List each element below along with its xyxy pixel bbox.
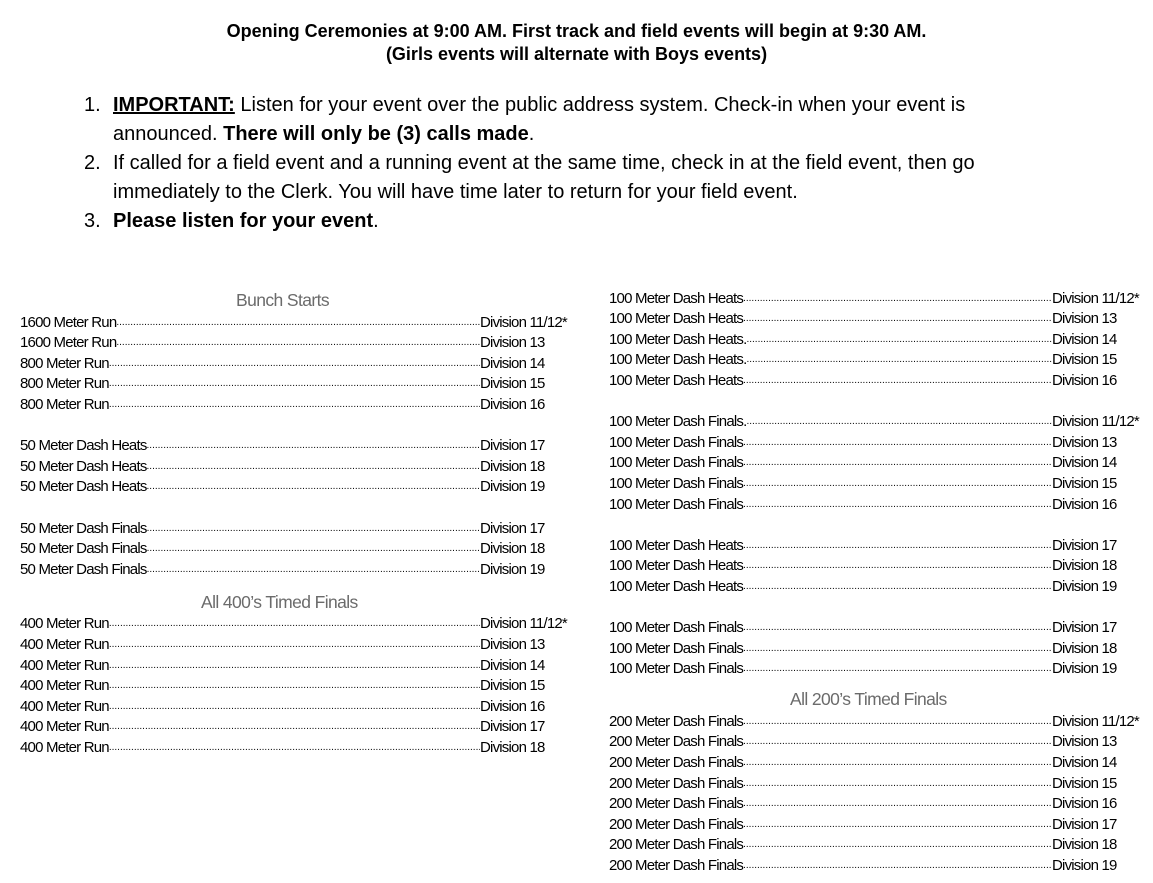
event-name: 800 Meter Run (20, 395, 109, 413)
event-group-100m-finals-a (609, 412, 1153, 515)
dot-leader (743, 639, 1052, 659)
event-row (20, 477, 580, 498)
event-name: 100 Meter Dash Finals (609, 619, 744, 637)
division-label: Division 19 (480, 560, 545, 578)
dot-leader (743, 835, 1052, 855)
event-name: 100 Meter Dash Heats (609, 289, 744, 307)
division-label: Division 16 (480, 395, 545, 413)
event-row (609, 638, 1153, 659)
instruction-text: Listen for your event over the public address system. Check-in when your event is announced. (113, 94, 966, 145)
event-row (609, 618, 1153, 639)
event-row (609, 412, 1153, 433)
event-name: 50 Meter Dash Heats (20, 437, 147, 455)
event-row (20, 374, 580, 395)
dot-leader (743, 815, 1052, 835)
dot-leader (743, 495, 1052, 515)
division-label: Division 11/12* (480, 313, 567, 331)
dot-leader (109, 614, 480, 634)
event-name: 1600 Meter Run (20, 313, 117, 331)
event-name: 200 Meter Dash Finals (609, 712, 744, 730)
instruction-bold: There will only be (3) calls made (223, 123, 529, 145)
event-row (609, 556, 1153, 577)
event-row (20, 333, 580, 354)
dot-leader (743, 577, 1052, 597)
division-label: Division 17 (480, 437, 545, 455)
division-label: Division 15 (480, 677, 545, 695)
spacer (20, 580, 580, 590)
dot-leader (743, 753, 1052, 773)
instruction-number: 2. (84, 152, 101, 174)
division-label: Division 11/12* (1052, 712, 1139, 730)
event-row (20, 655, 580, 676)
event-name: 400 Meter Run (20, 656, 109, 674)
instruction-number: 1. (84, 94, 101, 116)
event-name: 400 Meter Run (20, 738, 109, 756)
event-name: 50 Meter Dash Finals (20, 540, 147, 558)
instruction-text: If called for a field event and a running event at the same time, check in at the field event, then go immediately to the Clerk. You will have time later to return for your field event. (113, 152, 975, 203)
event-name: 200 Meter Dash Finals (609, 857, 744, 875)
event-group-400m (20, 614, 580, 758)
event-row (20, 456, 580, 477)
event-row (20, 394, 580, 415)
instructions-list (84, 91, 1054, 236)
division-label: Division 14 (1052, 330, 1117, 348)
division-label: Division 11/12* (1052, 289, 1139, 307)
event-group-50m-heats (20, 436, 580, 498)
event-name: 200 Meter Dash Finals (609, 815, 744, 833)
division-label: Division 18 (480, 540, 545, 558)
division-label: Division 18 (480, 738, 545, 756)
dot-leader (743, 732, 1052, 752)
event-name: 100 Meter Dash Finals (609, 639, 744, 657)
dot-leader (743, 618, 1052, 638)
division-label: Division 19 (1052, 857, 1117, 875)
spacer (609, 597, 1153, 618)
event-row (20, 676, 580, 697)
instruction-2 (84, 149, 1054, 207)
event-row (20, 436, 580, 457)
dot-leader (743, 659, 1052, 679)
dot-leader (743, 433, 1052, 453)
event-row (20, 614, 580, 635)
important-label: IMPORTANT: (113, 94, 235, 116)
event-name: 100 Meter Dash Finals (609, 474, 744, 492)
division-label: Division 13 (1052, 310, 1117, 328)
dot-leader (743, 774, 1052, 794)
dot-leader (743, 289, 1052, 309)
event-row (20, 312, 580, 333)
dot-leader (743, 309, 1052, 329)
event-group-100m-heats-a (609, 288, 1153, 391)
event-row (20, 559, 580, 580)
instruction-text-end: . (528, 123, 535, 145)
division-label: Division 15 (1052, 351, 1117, 369)
dot-leader (743, 536, 1052, 556)
spacer (609, 515, 1153, 536)
dot-leader (147, 477, 480, 497)
event-name: 200 Meter Dash Finals (609, 774, 744, 792)
header-line-2: (Girls events will alternate with Boys events) (385, 44, 768, 64)
dot-leader (147, 560, 480, 580)
division-label: Division 15 (1052, 474, 1117, 492)
instruction-1 (84, 91, 1054, 149)
event-row (609, 732, 1153, 753)
division-label: Division 14 (480, 354, 545, 372)
dot-leader (109, 374, 480, 394)
event-row (20, 717, 580, 738)
event-row (609, 773, 1153, 794)
event-name: 100 Meter Dash Finals (609, 454, 744, 472)
event-row (609, 535, 1153, 556)
event-name: 50 Meter Dash Heats (20, 457, 147, 475)
dot-leader (147, 539, 480, 559)
event-group-100m-heats-b (609, 535, 1153, 597)
division-label: Division 16 (1052, 495, 1117, 513)
event-row (609, 659, 1153, 680)
event-name: 200 Meter Dash Finals (609, 733, 744, 751)
division-label: Division 18 (1052, 639, 1117, 657)
division-label: Division 16 (480, 697, 545, 715)
division-label: Division 17 (1052, 815, 1117, 833)
dot-leader (109, 676, 480, 696)
event-group-bunch-runs (20, 312, 580, 415)
division-label: Division 13 (1052, 433, 1117, 451)
division-label: Division 15 (1052, 774, 1117, 792)
dot-leader (743, 712, 1052, 732)
dot-leader (109, 354, 480, 374)
dot-leader (147, 519, 480, 539)
division-label: Division 11/12* (1052, 413, 1139, 431)
event-row (609, 309, 1153, 330)
dot-leader (743, 474, 1052, 494)
dot-leader (743, 453, 1052, 473)
division-label: Division 16 (1052, 795, 1117, 813)
event-name: 800 Meter Run (20, 354, 109, 372)
event-row (609, 576, 1153, 597)
event-name: 400 Meter Run (20, 635, 109, 653)
event-name: 100 Meter Dash Heats (609, 557, 744, 575)
event-name: 100 Meter Dash Heats. (609, 330, 747, 348)
event-row (609, 350, 1153, 371)
event-row (20, 353, 580, 374)
dot-leader (109, 656, 480, 676)
event-row (609, 494, 1153, 515)
division-label: Division 13 (480, 334, 545, 352)
dot-leader (109, 635, 480, 655)
spacer (20, 497, 580, 518)
event-row (20, 737, 580, 758)
dot-leader (743, 794, 1052, 814)
spacer (609, 679, 1153, 687)
event-name: 400 Meter Run (20, 615, 109, 633)
event-name: 800 Meter Run (20, 375, 109, 393)
division-label: Division 19 (480, 478, 545, 496)
division-label: Division 14 (480, 656, 545, 674)
event-name: 400 Meter Run (20, 697, 109, 715)
event-row (609, 752, 1153, 773)
event-name: 100 Meter Dash Heats. (609, 351, 747, 369)
division-label: Division 17 (1052, 536, 1117, 554)
instruction-text-end: . (373, 210, 379, 232)
spacer (20, 415, 580, 436)
event-group-200m (609, 711, 1153, 876)
division-label: Division 11/12* (480, 615, 567, 633)
event-name: 200 Meter Dash Finals (609, 754, 744, 772)
event-row (609, 835, 1153, 856)
division-label: Division 18 (480, 457, 545, 475)
event-name: 100 Meter Dash Finals (609, 660, 744, 678)
dot-leader (109, 717, 480, 737)
dot-leader (116, 333, 480, 353)
event-name: 1600 Meter Run (20, 334, 117, 352)
dot-leader (746, 412, 1052, 432)
instruction-bold: Please listen for your event (113, 210, 374, 232)
dot-leader (109, 395, 480, 415)
event-row (609, 370, 1153, 391)
division-label: Division 13 (480, 635, 545, 653)
event-name: 400 Meter Run (20, 718, 109, 736)
event-row (609, 855, 1153, 876)
event-row (20, 518, 580, 539)
left-schedule-column (20, 288, 580, 758)
dot-leader (147, 436, 480, 456)
division-label: Division 17 (480, 519, 545, 537)
header (0, 20, 1153, 66)
event-name: 100 Meter Dash Finals. (609, 413, 747, 431)
event-name: 100 Meter Dash Heats (609, 371, 744, 389)
event-name: 200 Meter Dash Finals (609, 795, 744, 813)
event-row (609, 453, 1153, 474)
dot-leader (746, 330, 1052, 350)
right-schedule-column (609, 288, 1153, 876)
dot-leader (743, 556, 1052, 576)
event-row (609, 288, 1153, 309)
event-name: 100 Meter Dash Finals (609, 433, 744, 451)
event-row (609, 814, 1153, 835)
event-row (609, 473, 1153, 494)
event-name: 200 Meter Dash Finals (609, 836, 744, 854)
event-group-50m-finals (20, 518, 580, 580)
division-label: Division 14 (1052, 454, 1117, 472)
section-title-bunch-starts: Bunch Starts (236, 290, 329, 310)
event-row (20, 539, 580, 560)
division-label: Division 15 (480, 375, 545, 393)
instruction-number: 3. (84, 210, 101, 232)
event-group-100m-finals-b (609, 618, 1153, 680)
event-name: 50 Meter Dash Finals (20, 560, 147, 578)
division-label: Division 19 (1052, 577, 1117, 595)
instruction-3 (84, 207, 1054, 236)
division-label: Division 14 (1052, 754, 1117, 772)
spacer (609, 391, 1153, 412)
division-label: Division 19 (1052, 660, 1117, 678)
section-title-200s: All 200’s Timed Finals (790, 689, 947, 710)
section-title-400s: All 400’s Timed Finals (201, 591, 358, 612)
event-row (609, 711, 1153, 732)
event-name: 50 Meter Dash Heats (20, 478, 147, 496)
event-name: 100 Meter Dash Heats (609, 310, 744, 328)
event-name: 100 Meter Dash Heats (609, 536, 744, 554)
event-name: 100 Meter Dash Heats (609, 577, 744, 595)
event-row (20, 696, 580, 717)
event-row (609, 794, 1153, 815)
header-line-1: Opening Ceremonies at 9:00 AM. First track and field events will begin at 9:30 AM. (226, 21, 927, 41)
division-label: Division 16 (1052, 371, 1117, 389)
division-label: Division 13 (1052, 733, 1117, 751)
event-name: 400 Meter Run (20, 677, 109, 695)
event-row (609, 329, 1153, 350)
dot-leader (743, 856, 1052, 876)
event-name: 100 Meter Dash Finals (609, 495, 744, 513)
event-row (20, 634, 580, 655)
division-label: Division 18 (1052, 836, 1117, 854)
dot-leader (746, 350, 1052, 370)
dot-leader (109, 697, 480, 717)
division-label: Division 17 (480, 718, 545, 736)
event-row (609, 432, 1153, 453)
dot-leader (147, 457, 480, 477)
dot-leader (109, 738, 480, 758)
division-label: Division 17 (1052, 619, 1117, 637)
dot-leader (743, 371, 1052, 391)
division-label: Division 18 (1052, 557, 1117, 575)
event-name: 50 Meter Dash Finals (20, 519, 147, 537)
dot-leader (116, 313, 480, 333)
